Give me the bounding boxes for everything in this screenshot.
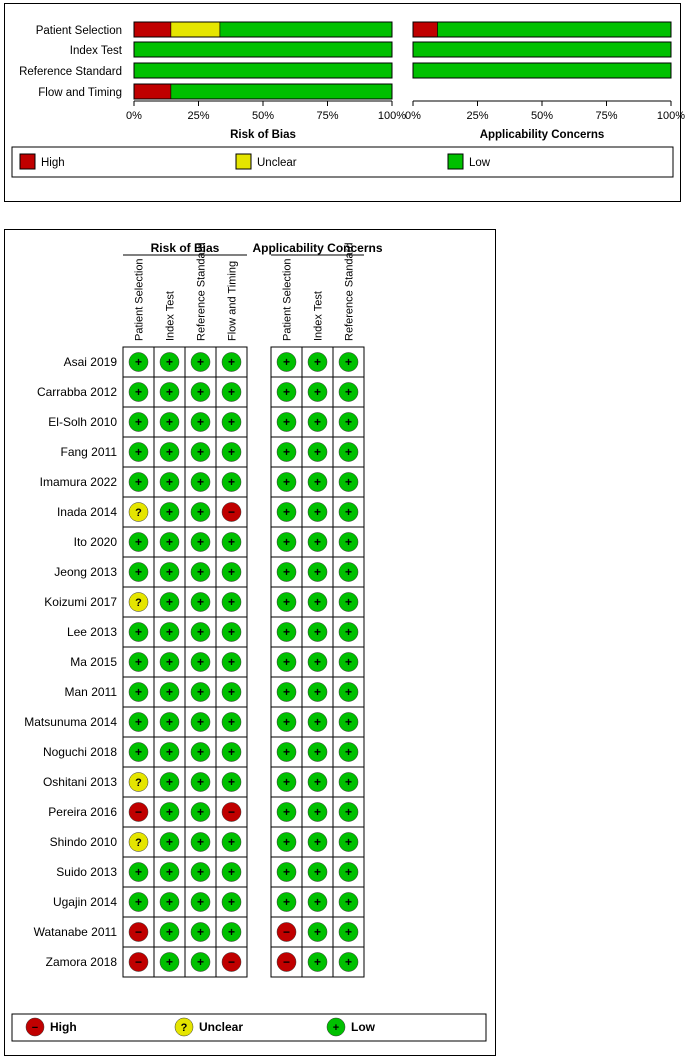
judgement-koizumi-2017-risk-of-bias-index-test-symbol: + bbox=[165, 595, 174, 609]
x-tick-label-applicability-concerns-2: 50% bbox=[530, 110, 554, 122]
judgement-noguchi-2018-risk-of-bias-reference-standard-symbol: + bbox=[196, 745, 205, 759]
judgement-pereira-2016-applicability-concerns-index-test-symbol: + bbox=[313, 805, 322, 819]
judgement-jeong-2013-risk-of-bias-reference-standard-symbol: + bbox=[196, 565, 205, 579]
judgement-imamura-2022-risk-of-bias-reference-standard-symbol: + bbox=[196, 475, 205, 489]
study-label-koizumi-2017: Koizumi 2017 bbox=[44, 595, 117, 609]
judgement-zamora-2018-risk-of-bias-reference-standard-symbol: + bbox=[196, 955, 205, 969]
judgement-oshitani-2013-risk-of-bias-index-test-symbol: + bbox=[165, 775, 174, 789]
study-label-lee-2013: Lee 2013 bbox=[66, 625, 117, 639]
judgement-ma-2015-risk-of-bias-patient-selection-symbol: + bbox=[134, 655, 143, 669]
judgement-oshitani-2013-applicability-concerns-patient-selection-symbol: + bbox=[282, 775, 291, 789]
judgement-jeong-2013-applicability-concerns-index-test-symbol: + bbox=[313, 565, 322, 579]
judgement-ma-2015-applicability-concerns-reference-standard-symbol: + bbox=[344, 655, 353, 669]
judgement-ito-2020-risk-of-bias-flow-and-timing-symbol: + bbox=[227, 535, 236, 549]
judgement-inada-2014-risk-of-bias-flow-and-timing-symbol: − bbox=[227, 505, 236, 519]
judgement-fang-2011-risk-of-bias-patient-selection-symbol: + bbox=[134, 445, 143, 459]
column-header-applicability-concerns-reference-standard: Reference Standard bbox=[343, 242, 356, 341]
judgement-fang-2011-risk-of-bias-index-test-symbol: + bbox=[165, 445, 174, 459]
x-tick-label-risk-of-bias-2: 50% bbox=[251, 110, 275, 122]
judgement-shindo-2010-risk-of-bias-index-test-symbol: + bbox=[165, 835, 174, 849]
table-legend-box bbox=[12, 1014, 486, 1041]
judgement-pereira-2016-risk-of-bias-flow-and-timing-symbol: − bbox=[227, 805, 236, 819]
judgement-asai-2019-risk-of-bias-index-test-symbol: + bbox=[165, 355, 174, 369]
judgement-carrabba-2012-risk-of-bias-reference-standard-symbol: + bbox=[196, 385, 205, 399]
study-label-inada-2014: Inada 2014 bbox=[56, 505, 117, 519]
judgement-man-2011-applicability-concerns-index-test-symbol: + bbox=[313, 685, 322, 699]
judgement-watanabe-2011-risk-of-bias-index-test-symbol: + bbox=[165, 925, 174, 939]
judgement-zamora-2018-risk-of-bias-flow-and-timing-symbol: − bbox=[227, 955, 236, 969]
study-label-ito-2020: Ito 2020 bbox=[73, 535, 117, 549]
category-label-flow-and-timing: Flow and Timing bbox=[38, 87, 122, 99]
column-header-applicability-concerns-index-test: Index Test bbox=[312, 291, 325, 341]
bar-risk-of-bias-patient-selection-low bbox=[220, 22, 392, 37]
column-header-risk-of-bias-reference-standard: Reference Standard bbox=[195, 242, 208, 341]
bar-applicability-concerns-patient-selection-low bbox=[438, 22, 671, 37]
category-label-patient-selection: Patient Selection bbox=[35, 25, 122, 37]
judgement-matsunuma-2014-risk-of-bias-flow-and-timing-symbol: + bbox=[227, 715, 236, 729]
judgement-el-solh-2010-risk-of-bias-reference-standard-symbol: + bbox=[196, 415, 205, 429]
judgement-ito-2020-risk-of-bias-index-test-symbol: + bbox=[165, 535, 174, 549]
judgement-man-2011-applicability-concerns-patient-selection-symbol: + bbox=[282, 685, 291, 699]
judgement-man-2011-applicability-concerns-reference-standard-symbol: + bbox=[344, 685, 353, 699]
judgement-asai-2019-applicability-concerns-patient-selection-symbol: + bbox=[282, 355, 291, 369]
judgement-ugajin-2014-applicability-concerns-patient-selection-symbol: + bbox=[282, 895, 291, 909]
judgement-matsunuma-2014-applicability-concerns-index-test-symbol: + bbox=[313, 715, 322, 729]
judgement-fang-2011-applicability-concerns-index-test-symbol: + bbox=[313, 445, 322, 459]
judgement-inada-2014-risk-of-bias-index-test-symbol: + bbox=[165, 505, 174, 519]
judgement-noguchi-2018-risk-of-bias-index-test-symbol: + bbox=[165, 745, 174, 759]
judgement-suido-2013-risk-of-bias-index-test-symbol: + bbox=[165, 865, 174, 879]
study-label-zamora-2018: Zamora 2018 bbox=[45, 955, 117, 969]
judgement-el-solh-2010-applicability-concerns-index-test-symbol: + bbox=[313, 415, 322, 429]
judgement-koizumi-2017-applicability-concerns-patient-selection-symbol: + bbox=[282, 595, 291, 609]
table-legend-label-unclear: Unclear bbox=[199, 1020, 244, 1034]
judgement-noguchi-2018-applicability-concerns-reference-standard-symbol: + bbox=[344, 745, 353, 759]
judgement-asai-2019-risk-of-bias-flow-and-timing-symbol: + bbox=[227, 355, 236, 369]
judgement-el-solh-2010-risk-of-bias-flow-and-timing-symbol: + bbox=[227, 415, 236, 429]
judgement-shindo-2010-applicability-concerns-index-test-symbol: + bbox=[313, 835, 322, 849]
judgement-koizumi-2017-risk-of-bias-reference-standard-symbol: + bbox=[196, 595, 205, 609]
judgement-man-2011-risk-of-bias-patient-selection-symbol: + bbox=[134, 685, 143, 699]
judgement-noguchi-2018-risk-of-bias-patient-selection-symbol: + bbox=[134, 745, 143, 759]
judgement-fang-2011-applicability-concerns-patient-selection-symbol: + bbox=[282, 445, 291, 459]
study-label-man-2011: Man 2011 bbox=[64, 685, 117, 699]
judgement-ma-2015-risk-of-bias-index-test-symbol: + bbox=[165, 655, 174, 669]
traffic-light-panel bbox=[4, 229, 496, 1056]
traffic-light-table bbox=[5, 230, 497, 1057]
judgement-zamora-2018-risk-of-bias-patient-selection-symbol: − bbox=[134, 955, 143, 969]
judgement-zamora-2018-applicability-concerns-reference-standard-symbol: + bbox=[344, 955, 353, 969]
judgement-noguchi-2018-applicability-concerns-index-test-symbol: + bbox=[313, 745, 322, 759]
legend-swatch-high bbox=[20, 154, 35, 169]
judgement-watanabe-2011-applicability-concerns-reference-standard-symbol: + bbox=[344, 925, 353, 939]
judgement-matsunuma-2014-risk-of-bias-patient-selection-symbol: + bbox=[134, 715, 143, 729]
judgement-koizumi-2017-risk-of-bias-flow-and-timing-symbol: + bbox=[227, 595, 236, 609]
legend-swatch-low bbox=[448, 154, 463, 169]
table-legend-label-high: High bbox=[50, 1020, 77, 1034]
judgement-el-solh-2010-risk-of-bias-index-test-symbol: + bbox=[165, 415, 174, 429]
study-label-carrabba-2012: Carrabba 2012 bbox=[36, 385, 117, 399]
judgement-carrabba-2012-applicability-concerns-index-test-symbol: + bbox=[313, 385, 322, 399]
judgement-zamora-2018-applicability-concerns-patient-selection-symbol: − bbox=[282, 955, 291, 969]
judgement-oshitani-2013-risk-of-bias-patient-selection-symbol: ? bbox=[135, 777, 142, 789]
legend-box bbox=[12, 147, 673, 177]
judgement-imamura-2022-risk-of-bias-index-test-symbol: + bbox=[165, 475, 174, 489]
judgement-imamura-2022-risk-of-bias-flow-and-timing-symbol: + bbox=[227, 475, 236, 489]
judgement-matsunuma-2014-applicability-concerns-patient-selection-symbol: + bbox=[282, 715, 291, 729]
judgement-imamura-2022-applicability-concerns-patient-selection-symbol: + bbox=[282, 475, 291, 489]
judgement-ma-2015-applicability-concerns-patient-selection-symbol: + bbox=[282, 655, 291, 669]
x-tick-label-applicability-concerns-4: 100% bbox=[656, 110, 685, 122]
judgement-lee-2013-risk-of-bias-reference-standard-symbol: + bbox=[196, 625, 205, 639]
x-tick-label-risk-of-bias-4: 100% bbox=[377, 110, 407, 122]
judgement-shindo-2010-applicability-concerns-reference-standard-symbol: + bbox=[344, 835, 353, 849]
judgement-jeong-2013-applicability-concerns-patient-selection-symbol: + bbox=[282, 565, 291, 579]
judgement-ugajin-2014-risk-of-bias-patient-selection-symbol: + bbox=[134, 895, 143, 909]
judgement-shindo-2010-applicability-concerns-patient-selection-symbol: + bbox=[282, 835, 291, 849]
judgement-ugajin-2014-risk-of-bias-flow-and-timing-symbol: + bbox=[227, 895, 236, 909]
judgement-man-2011-risk-of-bias-flow-and-timing-symbol: + bbox=[227, 685, 236, 699]
judgement-shindo-2010-risk-of-bias-flow-and-timing-symbol: + bbox=[227, 835, 236, 849]
judgement-ito-2020-applicability-concerns-patient-selection-symbol: + bbox=[282, 535, 291, 549]
judgement-ito-2020-applicability-concerns-reference-standard-symbol: + bbox=[344, 535, 353, 549]
judgement-el-solh-2010-applicability-concerns-reference-standard-symbol: + bbox=[344, 415, 353, 429]
judgement-inada-2014-risk-of-bias-reference-standard-symbol: + bbox=[196, 505, 205, 519]
judgement-pereira-2016-risk-of-bias-patient-selection-symbol: − bbox=[134, 805, 143, 819]
judgement-suido-2013-applicability-concerns-index-test-symbol: + bbox=[313, 865, 322, 879]
judgement-pereira-2016-applicability-concerns-patient-selection-symbol: + bbox=[282, 805, 291, 819]
judgement-carrabba-2012-applicability-concerns-reference-standard-symbol: + bbox=[344, 385, 353, 399]
study-label-noguchi-2018: Noguchi 2018 bbox=[42, 745, 117, 759]
judgement-koizumi-2017-risk-of-bias-patient-selection-symbol: ? bbox=[135, 597, 142, 609]
bar-applicability-concerns-patient-selection-high bbox=[413, 22, 438, 37]
bar-risk-of-bias-flow-and-timing-low bbox=[171, 84, 392, 99]
bar-applicability-concerns-reference-standard-low bbox=[413, 63, 671, 78]
judgement-man-2011-risk-of-bias-index-test-symbol: + bbox=[165, 685, 174, 699]
judgement-fang-2011-applicability-concerns-reference-standard-symbol: + bbox=[344, 445, 353, 459]
judgement-inada-2014-applicability-concerns-reference-standard-symbol: + bbox=[344, 505, 353, 519]
judgement-el-solh-2010-risk-of-bias-patient-selection-symbol: + bbox=[134, 415, 143, 429]
category-label-index-test: Index Test bbox=[69, 45, 122, 57]
judgement-carrabba-2012-risk-of-bias-patient-selection-symbol: + bbox=[134, 385, 143, 399]
judgement-carrabba-2012-risk-of-bias-index-test-symbol: + bbox=[165, 385, 174, 399]
bar-risk-of-bias-patient-selection-unclear bbox=[171, 22, 220, 37]
judgement-zamora-2018-applicability-concerns-index-test-symbol: + bbox=[313, 955, 322, 969]
judgement-el-solh-2010-applicability-concerns-patient-selection-symbol: + bbox=[282, 415, 291, 429]
panel-title-risk-of-bias: Risk of Bias bbox=[230, 129, 296, 141]
judgement-imamura-2022-applicability-concerns-index-test-symbol: + bbox=[313, 475, 322, 489]
column-header-risk-of-bias-flow-and-timing: Flow and Timing bbox=[226, 260, 239, 341]
judgement-suido-2013-risk-of-bias-flow-and-timing-symbol: + bbox=[227, 865, 236, 879]
study-label-jeong-2013: Jeong 2013 bbox=[54, 565, 117, 579]
judgement-watanabe-2011-risk-of-bias-patient-selection-symbol: − bbox=[134, 925, 143, 939]
judgement-oshitani-2013-risk-of-bias-flow-and-timing-symbol: + bbox=[227, 775, 236, 789]
bar-risk-of-bias-reference-standard-low bbox=[134, 63, 392, 78]
judgement-ito-2020-risk-of-bias-patient-selection-symbol: + bbox=[134, 535, 143, 549]
judgement-lee-2013-applicability-concerns-reference-standard-symbol: + bbox=[344, 625, 353, 639]
table-legend-symbol-low: + bbox=[332, 1022, 340, 1034]
legend-swatch-unclear bbox=[236, 154, 251, 169]
bar-risk-of-bias-index-test-low bbox=[134, 42, 392, 57]
judgement-man-2011-risk-of-bias-reference-standard-symbol: + bbox=[196, 685, 205, 699]
judgement-lee-2013-risk-of-bias-index-test-symbol: + bbox=[165, 625, 174, 639]
study-label-oshitani-2013: Oshitani 2013 bbox=[42, 775, 117, 789]
judgement-noguchi-2018-applicability-concerns-patient-selection-symbol: + bbox=[282, 745, 291, 759]
judgement-ugajin-2014-applicability-concerns-reference-standard-symbol: + bbox=[344, 895, 353, 909]
judgement-suido-2013-risk-of-bias-reference-standard-symbol: + bbox=[196, 865, 205, 879]
group-title-risk-of-bias: Risk of Bias bbox=[150, 241, 220, 255]
judgement-jeong-2013-risk-of-bias-index-test-symbol: + bbox=[165, 565, 174, 579]
judgement-suido-2013-applicability-concerns-patient-selection-symbol: + bbox=[282, 865, 291, 879]
judgement-ugajin-2014-applicability-concerns-index-test-symbol: + bbox=[313, 895, 322, 909]
judgement-asai-2019-applicability-concerns-reference-standard-symbol: + bbox=[344, 355, 353, 369]
judgement-lee-2013-risk-of-bias-patient-selection-symbol: + bbox=[134, 625, 143, 639]
judgement-asai-2019-risk-of-bias-patient-selection-symbol: + bbox=[134, 355, 143, 369]
judgement-suido-2013-risk-of-bias-patient-selection-symbol: + bbox=[134, 865, 143, 879]
judgement-ugajin-2014-risk-of-bias-reference-standard-symbol: + bbox=[196, 895, 205, 909]
bar-applicability-concerns-index-test-low bbox=[413, 42, 671, 57]
judgement-matsunuma-2014-risk-of-bias-reference-standard-symbol: + bbox=[196, 715, 205, 729]
table-legend-label-low: Low bbox=[351, 1020, 375, 1034]
judgement-ito-2020-applicability-concerns-index-test-symbol: + bbox=[313, 535, 322, 549]
x-tick-label-applicability-concerns-3: 75% bbox=[595, 110, 618, 122]
column-header-risk-of-bias-index-test: Index Test bbox=[164, 291, 177, 341]
legend-label-unclear: Unclear bbox=[257, 157, 297, 169]
x-tick-label-risk-of-bias-3: 75% bbox=[316, 110, 339, 122]
judgement-asai-2019-applicability-concerns-index-test-symbol: + bbox=[313, 355, 322, 369]
group-title-applicability-concerns: Applicability Concerns bbox=[252, 241, 383, 255]
summary-bar-chart bbox=[5, 4, 685, 203]
judgement-imamura-2022-risk-of-bias-patient-selection-symbol: + bbox=[134, 475, 143, 489]
study-label-el-solh-2010: El-Solh 2010 bbox=[48, 415, 117, 429]
panel-title-applicability-concerns: Applicability Concerns bbox=[479, 129, 605, 141]
judgement-pereira-2016-applicability-concerns-reference-standard-symbol: + bbox=[344, 805, 353, 819]
judgement-pereira-2016-risk-of-bias-reference-standard-symbol: + bbox=[196, 805, 205, 819]
judgement-watanabe-2011-risk-of-bias-reference-standard-symbol: + bbox=[196, 925, 205, 939]
study-label-asai-2019: Asai 2019 bbox=[63, 355, 117, 369]
judgement-jeong-2013-risk-of-bias-patient-selection-symbol: + bbox=[134, 565, 143, 579]
bar-risk-of-bias-patient-selection-high bbox=[134, 22, 171, 37]
category-label-reference-standard: Reference Standard bbox=[19, 66, 122, 78]
table-legend-symbol-high: − bbox=[31, 1022, 39, 1034]
legend-label-low: Low bbox=[469, 157, 491, 169]
x-tick-label-risk-of-bias-0: 0% bbox=[126, 110, 142, 122]
judgement-suido-2013-applicability-concerns-reference-standard-symbol: + bbox=[344, 865, 353, 879]
study-label-fang-2011: Fang 2011 bbox=[60, 445, 117, 459]
judgement-matsunuma-2014-risk-of-bias-index-test-symbol: + bbox=[165, 715, 174, 729]
judgement-lee-2013-risk-of-bias-flow-and-timing-symbol: + bbox=[227, 625, 236, 639]
table-legend-symbol-unclear: ? bbox=[180, 1022, 188, 1034]
judgement-ma-2015-risk-of-bias-flow-and-timing-symbol: + bbox=[227, 655, 236, 669]
x-tick-label-applicability-concerns-0: 0% bbox=[405, 110, 421, 122]
judgement-fang-2011-risk-of-bias-flow-and-timing-symbol: + bbox=[227, 445, 236, 459]
judgement-shindo-2010-risk-of-bias-reference-standard-symbol: + bbox=[196, 835, 205, 849]
judgement-oshitani-2013-risk-of-bias-reference-standard-symbol: + bbox=[196, 775, 205, 789]
judgement-ugajin-2014-risk-of-bias-index-test-symbol: + bbox=[165, 895, 174, 909]
judgement-ma-2015-risk-of-bias-reference-standard-symbol: + bbox=[196, 655, 205, 669]
judgement-lee-2013-applicability-concerns-index-test-symbol: + bbox=[313, 625, 322, 639]
judgement-inada-2014-applicability-concerns-patient-selection-symbol: + bbox=[282, 505, 291, 519]
judgement-watanabe-2011-risk-of-bias-flow-and-timing-symbol: + bbox=[227, 925, 236, 939]
study-label-matsunuma-2014: Matsunuma 2014 bbox=[24, 715, 117, 729]
judgement-matsunuma-2014-applicability-concerns-reference-standard-symbol: + bbox=[344, 715, 353, 729]
study-label-watanabe-2011: Watanabe 2011 bbox=[33, 925, 117, 939]
judgement-noguchi-2018-risk-of-bias-flow-and-timing-symbol: + bbox=[227, 745, 236, 759]
judgement-zamora-2018-risk-of-bias-index-test-symbol: + bbox=[165, 955, 174, 969]
judgement-koizumi-2017-applicability-concerns-index-test-symbol: + bbox=[313, 595, 322, 609]
study-label-ugajin-2014: Ugajin 2014 bbox=[52, 895, 117, 909]
judgement-inada-2014-risk-of-bias-patient-selection-symbol: ? bbox=[135, 507, 142, 519]
study-label-ma-2015: Ma 2015 bbox=[70, 655, 117, 669]
judgement-asai-2019-risk-of-bias-reference-standard-symbol: + bbox=[196, 355, 205, 369]
study-label-imamura-2022: Imamura 2022 bbox=[39, 475, 117, 489]
judgement-jeong-2013-risk-of-bias-flow-and-timing-symbol: + bbox=[227, 565, 236, 579]
study-label-suido-2013: Suido 2013 bbox=[56, 865, 117, 879]
legend-label-high: High bbox=[41, 157, 65, 169]
judgement-carrabba-2012-applicability-concerns-patient-selection-symbol: + bbox=[282, 385, 291, 399]
bar-risk-of-bias-flow-and-timing-high bbox=[134, 84, 171, 99]
judgement-pereira-2016-risk-of-bias-index-test-symbol: + bbox=[165, 805, 174, 819]
judgement-carrabba-2012-risk-of-bias-flow-and-timing-symbol: + bbox=[227, 385, 236, 399]
study-label-shindo-2010: Shindo 2010 bbox=[49, 835, 117, 849]
judgement-fang-2011-risk-of-bias-reference-standard-symbol: + bbox=[196, 445, 205, 459]
judgement-jeong-2013-applicability-concerns-reference-standard-symbol: + bbox=[344, 565, 353, 579]
judgement-koizumi-2017-applicability-concerns-reference-standard-symbol: + bbox=[344, 595, 353, 609]
judgement-inada-2014-applicability-concerns-index-test-symbol: + bbox=[313, 505, 322, 519]
judgement-watanabe-2011-applicability-concerns-patient-selection-symbol: − bbox=[282, 925, 291, 939]
judgement-oshitani-2013-applicability-concerns-index-test-symbol: + bbox=[313, 775, 322, 789]
judgement-shindo-2010-risk-of-bias-patient-selection-symbol: ? bbox=[135, 837, 142, 849]
column-header-applicability-concerns-patient-selection: Patient Selection bbox=[281, 258, 294, 341]
x-tick-label-applicability-concerns-1: 25% bbox=[466, 110, 489, 122]
judgement-ito-2020-risk-of-bias-reference-standard-symbol: + bbox=[196, 535, 205, 549]
study-label-pereira-2016: Pereira 2016 bbox=[48, 805, 117, 819]
judgement-oshitani-2013-applicability-concerns-reference-standard-symbol: + bbox=[344, 775, 353, 789]
summary-chart-panel bbox=[4, 3, 685, 202]
judgement-ma-2015-applicability-concerns-index-test-symbol: + bbox=[313, 655, 322, 669]
column-header-risk-of-bias-patient-selection: Patient Selection bbox=[133, 258, 146, 341]
judgement-lee-2013-applicability-concerns-patient-selection-symbol: + bbox=[282, 625, 291, 639]
judgement-watanabe-2011-applicability-concerns-index-test-symbol: + bbox=[313, 925, 322, 939]
judgement-imamura-2022-applicability-concerns-reference-standard-symbol: + bbox=[344, 475, 353, 489]
x-tick-label-risk-of-bias-1: 25% bbox=[187, 110, 210, 122]
